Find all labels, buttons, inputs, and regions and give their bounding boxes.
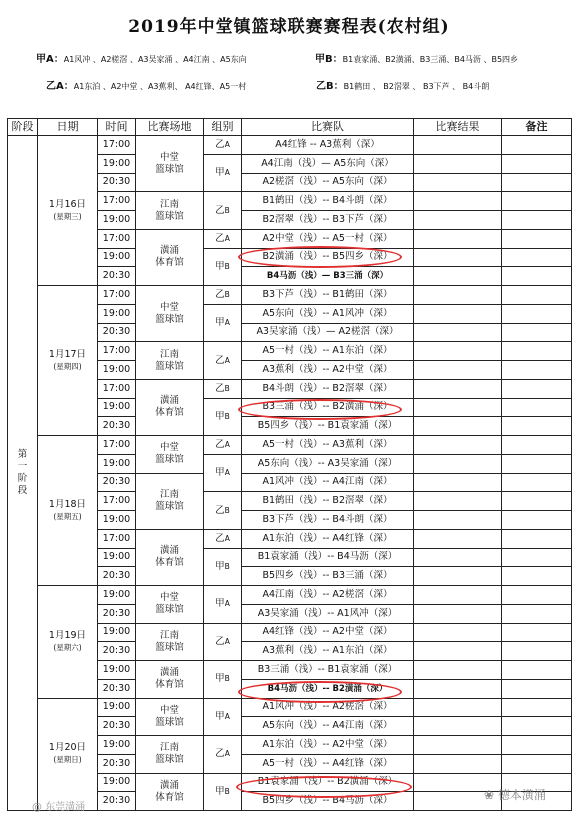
note-cell: [502, 136, 572, 155]
result-cell: [414, 229, 502, 248]
note-cell: [502, 567, 572, 586]
venue-cell: 潢涌 体育馆: [136, 379, 204, 435]
time-cell: 20:30: [98, 642, 136, 661]
group-yi-a: 乙A：A1东泊 、A2中堂 、A3蕉利、 A4红锋、A5一村: [46, 81, 247, 92]
match-cell: B5四乡（浅）-- B3三涌（深）: [242, 567, 414, 586]
match-cell: B3三涌（浅）-- B1袁家涌（深）: [242, 661, 414, 680]
table-row: [8, 436, 572, 455]
time-cell: 19:00: [98, 661, 136, 680]
result-cell: [414, 736, 502, 755]
result-cell: [414, 492, 502, 511]
result-cell: [414, 604, 502, 623]
result-cell: [414, 548, 502, 567]
stage-cell: 第 一 阶 段: [8, 136, 38, 811]
time-cell: 19:00: [98, 361, 136, 380]
note-cell: [502, 173, 572, 192]
group-cell: 乙A: [204, 342, 242, 380]
group-cell: 甲B: [204, 661, 242, 699]
venue-cell: 江南 篮球馆: [136, 342, 204, 380]
result-cell: [414, 323, 502, 342]
result-cell: [414, 417, 502, 436]
match-cell: A1东泊（浅）-- A4红锋（深）: [242, 529, 414, 548]
venue-cell: 中堂 篮球馆: [136, 586, 204, 624]
note-cell: [502, 754, 572, 773]
match-cell: A4江南（浅）— A5东向（深）: [242, 154, 414, 173]
group-cell: 乙A: [204, 529, 242, 548]
time-cell: 19:00: [98, 398, 136, 417]
venue-cell: 潢涌 体育馆: [136, 529, 204, 585]
note-cell: [502, 323, 572, 342]
result-cell: [414, 248, 502, 267]
result-cell: [414, 567, 502, 586]
match-cell: B1鹤田（浅）-- B2滘翠（深）: [242, 492, 414, 511]
venue-cell: 潢涌 体育馆: [136, 229, 204, 285]
time-cell: 17:00: [98, 229, 136, 248]
time-cell: 20:30: [98, 717, 136, 736]
group-cell: 甲A: [204, 304, 242, 342]
group-cell: 乙A: [204, 736, 242, 774]
match-cell: A4江南（浅）-- A2槎滘（深）: [242, 586, 414, 605]
time-cell: 20:30: [98, 792, 136, 811]
header-venue: 比赛场地: [136, 119, 204, 136]
header-date: 日期: [38, 119, 98, 136]
match-cell: A5一村（浅）-- A1东泊（深）: [242, 342, 414, 361]
group-cell: 甲B: [204, 248, 242, 286]
result-cell: [414, 511, 502, 530]
time-cell: 19:00: [98, 736, 136, 755]
result-cell: [414, 679, 502, 698]
time-cell: 19:00: [98, 586, 136, 605]
result-cell: [414, 717, 502, 736]
time-cell: 20:30: [98, 173, 136, 192]
note-cell: [502, 267, 572, 286]
match-cell: A3蕉利（浅）-- A1东泊（深）: [242, 642, 414, 661]
venue-cell: 潢涌 体育馆: [136, 773, 204, 811]
venue-cell: 江南 篮球馆: [136, 623, 204, 661]
venue-cell: 潢涌 体育馆: [136, 661, 204, 699]
time-cell: 17:00: [98, 529, 136, 548]
note-cell: [502, 454, 572, 473]
schedule-table: [7, 118, 572, 811]
venue-cell: 中堂 篮球馆: [136, 698, 204, 736]
note-cell: [502, 192, 572, 211]
note-cell: [502, 417, 572, 436]
time-cell: 20:30: [98, 323, 136, 342]
result-cell: [414, 529, 502, 548]
note-cell: [502, 154, 572, 173]
note-cell: [502, 248, 572, 267]
match-cell: A3吴家涌（浅）-- A1风冲（深）: [242, 604, 414, 623]
note-cell: [502, 548, 572, 567]
result-cell: [414, 304, 502, 323]
time-cell: 17:00: [98, 342, 136, 361]
match-cell: A2中堂（浅）-- A5一村（深）: [242, 229, 414, 248]
note-cell: [502, 661, 572, 680]
result-cell: [414, 698, 502, 717]
match-cell: B3三涌（浅）-- B2潢涌（深）: [242, 398, 414, 417]
match-cell: B1袁家涌（浅）-- B2潢涌（深）: [242, 773, 414, 792]
match-cell: B4马沥（浅）-- B2潢涌（深）: [242, 679, 414, 698]
header-stage: 阶段: [8, 119, 38, 136]
note-cell: [502, 398, 572, 417]
venue-cell: 中堂 篮球馆: [136, 136, 204, 192]
time-cell: 19:00: [98, 698, 136, 717]
venue-cell: 江南 篮球馆: [136, 736, 204, 774]
match-cell: A5一村（浅）-- A3蕉利（深）: [242, 436, 414, 455]
result-cell: [414, 661, 502, 680]
result-cell: [414, 398, 502, 417]
result-cell: [414, 342, 502, 361]
match-cell: A5一村（浅）-- A4红锋（深）: [242, 754, 414, 773]
match-cell: B3下芦（浅）-- B4斗朗（深）: [242, 511, 414, 530]
date-cell: 1月20日 (星期日): [38, 698, 98, 811]
group-cell: 甲B: [204, 548, 242, 586]
highlight-oval: [236, 776, 412, 798]
highlight-oval: [238, 399, 402, 420]
date-cell: 1月18日 (星期五): [38, 436, 98, 586]
time-cell: 20:30: [98, 679, 136, 698]
note-cell: [502, 698, 572, 717]
group-cell: 甲A: [204, 154, 242, 192]
group-cell: 乙B: [204, 379, 242, 398]
note-cell: [502, 229, 572, 248]
time-cell: 17:00: [98, 379, 136, 398]
group-cell: 甲A: [204, 454, 242, 492]
time-cell: 20:30: [98, 417, 136, 436]
match-cell: B1鹤田（浅）-- B4斗朗（深）: [242, 192, 414, 211]
time-cell: 17:00: [98, 192, 136, 211]
result-cell: [414, 267, 502, 286]
time-cell: 20:30: [98, 754, 136, 773]
result-cell: [414, 454, 502, 473]
group-cell: 乙A: [204, 229, 242, 248]
group-cell: 甲B: [204, 773, 242, 811]
time-cell: 19:00: [98, 248, 136, 267]
match-cell: A5东向（浅）-- A4江南（深）: [242, 717, 414, 736]
wechat-icon: ❀: [484, 788, 498, 802]
time-cell: 19:00: [98, 511, 136, 530]
note-cell: [502, 492, 572, 511]
result-cell: [414, 136, 502, 155]
group-cell: 甲A: [204, 698, 242, 736]
time-cell: 19:00: [98, 304, 136, 323]
time-cell: 17:00: [98, 436, 136, 455]
note-cell: [502, 473, 572, 492]
note-cell: [502, 736, 572, 755]
match-cell: A4红锋 -- A3蕉利（深）: [242, 136, 414, 155]
match-cell: B5四乡（浅）-- B4马沥（深）: [242, 792, 414, 811]
table-row: [8, 586, 572, 605]
match-cell: A1风冲（浅）-- A2槎滘（深）: [242, 698, 414, 717]
time-cell: 20:30: [98, 604, 136, 623]
group-cell: 乙A: [204, 136, 242, 155]
result-cell: [414, 473, 502, 492]
match-cell: B3下芦（浅）-- B1鹤田（深）: [242, 286, 414, 305]
note-cell: [502, 211, 572, 230]
note-cell: [502, 623, 572, 642]
time-cell: 19:00: [98, 211, 136, 230]
note-cell: [502, 436, 572, 455]
time-cell: 19:00: [98, 623, 136, 642]
result-cell: [414, 361, 502, 380]
time-cell: 19:00: [98, 773, 136, 792]
note-cell: [502, 286, 572, 305]
match-cell: B4斗朗（浅）-- B2滘翠（深）: [242, 379, 414, 398]
result-cell: [414, 173, 502, 192]
note-cell: [502, 342, 572, 361]
group-cell: 乙B: [204, 192, 242, 230]
time-cell: 17:00: [98, 136, 136, 155]
result-cell: [414, 623, 502, 642]
note-cell: [502, 679, 572, 698]
result-cell: [414, 586, 502, 605]
result-cell: [414, 192, 502, 211]
time-cell: 19:00: [98, 454, 136, 473]
match-cell: B2滘翠（浅）-- B3下芦（深）: [242, 211, 414, 230]
header-time: 时间: [98, 119, 136, 136]
match-cell: A1风冲（浅）-- A4江南（深）: [242, 473, 414, 492]
time-cell: 20:30: [98, 267, 136, 286]
time-cell: 19:00: [98, 154, 136, 173]
time-cell: 17:00: [98, 492, 136, 511]
page-title: 2019年中堂镇篮球联赛赛程表(农村组): [128, 17, 450, 37]
venue-cell: 中堂 篮球馆: [136, 436, 204, 474]
group-jia-b: 甲B：B1袁家涌、B2潢涌、B3三涌、B4马沥 、B5四乡: [315, 54, 519, 65]
match-cell: A5东向（浅）-- A1风冲（深）: [242, 304, 414, 323]
note-cell: [502, 604, 572, 623]
venue-cell: 江南 篮球馆: [136, 192, 204, 230]
header-result: 比赛结果: [414, 119, 502, 136]
table-row: [8, 136, 572, 155]
group-cell: 甲B: [204, 398, 242, 436]
note-cell: [502, 586, 572, 605]
group-cell: 乙A: [204, 623, 242, 661]
match-cell: A1东泊（浅）-- A2中堂（深）: [242, 736, 414, 755]
note-cell: [502, 304, 572, 323]
note-cell: [502, 529, 572, 548]
date-cell: 1月19日 (星期六): [38, 586, 98, 699]
match-cell: B1袁家涌（浅）-- B4马沥（深）: [242, 548, 414, 567]
group-cell: 乙B: [204, 492, 242, 530]
result-cell: [414, 211, 502, 230]
match-cell: A2槎滘（浅）-- A5东向（深）: [242, 173, 414, 192]
group-yi-b: 乙B：B1鹤田 、 B2滘翠 、 B3下芦 、 B4斗朗: [316, 81, 490, 92]
venue-cell: 江南 篮球馆: [136, 473, 204, 529]
match-cell: A5东向（浅）-- A3吴家涌（深）: [242, 454, 414, 473]
result-cell: [414, 642, 502, 661]
date-cell: 1月16日 (星期三): [38, 136, 98, 286]
time-cell: 20:30: [98, 473, 136, 492]
note-cell: [502, 361, 572, 380]
result-cell: [414, 379, 502, 398]
date-cell: 1月17日 (星期四): [38, 286, 98, 436]
result-cell: [414, 154, 502, 173]
result-cell: [414, 754, 502, 773]
match-cell: A4红锋（浅）-- A2中堂（深）: [242, 623, 414, 642]
note-cell: [502, 642, 572, 661]
header-row: [8, 119, 572, 136]
group-cell: 乙B: [204, 286, 242, 305]
match-cell: B2潢涌（浅）-- B5四乡（深）: [242, 248, 414, 267]
match-cell: B4马沥（浅）— B3三涌（深）: [242, 267, 414, 286]
header-group: 组别: [204, 119, 242, 136]
header-teams: 比赛队: [242, 119, 414, 136]
result-cell: [414, 286, 502, 305]
note-cell: [502, 379, 572, 398]
venue-cell: 中堂 篮球馆: [136, 286, 204, 342]
header-note: 备注: [502, 119, 572, 136]
table-row: [8, 286, 572, 305]
note-cell: [502, 717, 572, 736]
result-cell: [414, 436, 502, 455]
match-cell: A3吴家涌（浅）— A2槎滘（深）: [242, 323, 414, 342]
note-cell: [502, 511, 572, 530]
watermark-left: @ 东莞潢涌: [32, 802, 86, 813]
time-cell: 20:30: [98, 567, 136, 586]
group-jia-a: 甲A：A1风冲 、A2槎滘 、A3吴家涌 、A4江南 、A5东向: [36, 54, 247, 65]
group-cell: 乙A: [204, 436, 242, 455]
highlight-oval: [238, 246, 402, 268]
highlight-oval: [238, 681, 402, 703]
match-cell: A3蕉利（浅）-- A2中堂（深）: [242, 361, 414, 380]
group-cell: 甲A: [204, 586, 242, 624]
watermark-right: ❀ 德本潢涌: [484, 788, 546, 802]
time-cell: 19:00: [98, 548, 136, 567]
match-cell: B5四乡（浅）-- B1袁家涌（深）: [242, 417, 414, 436]
time-cell: 17:00: [98, 286, 136, 305]
